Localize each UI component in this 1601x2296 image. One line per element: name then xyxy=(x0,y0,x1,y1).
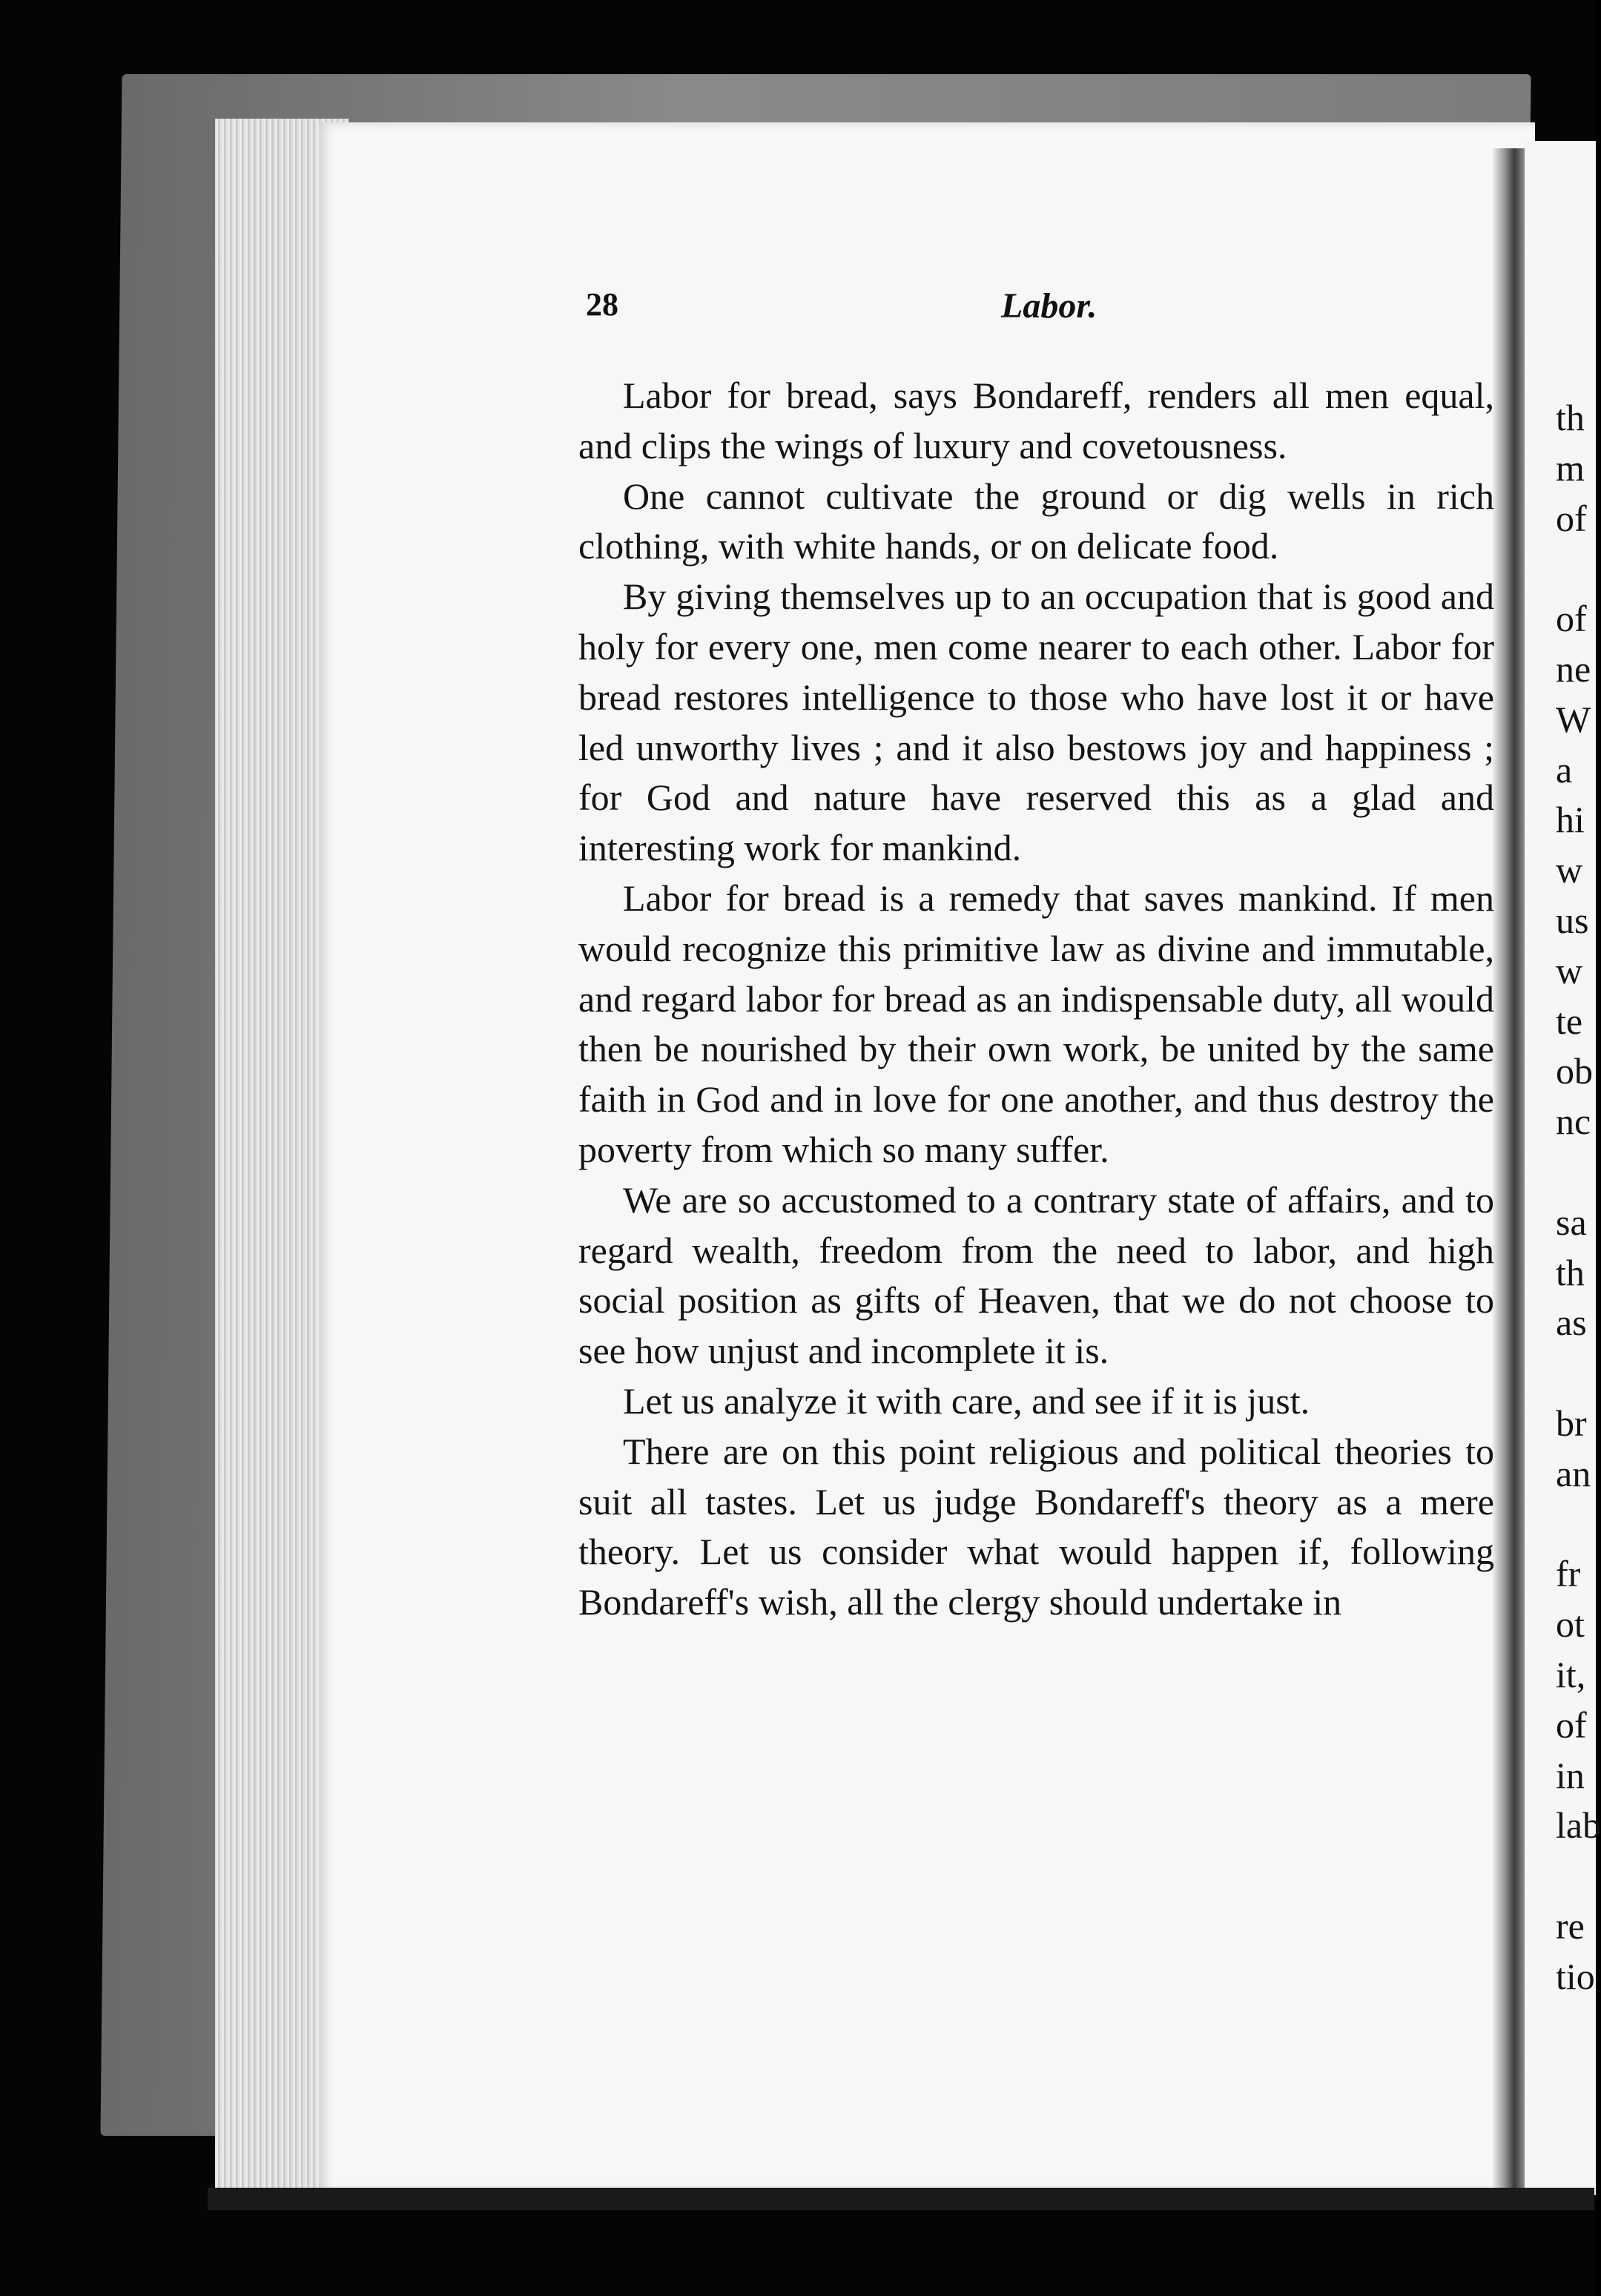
paragraph: By giving themselves up to an occupation that is good and holy for every one, men come nearer to each other. Labor for bread restores intelligence to those who have lost it or have led unworthy lives ; and it also bestows joy and happiness ; for God and nature have reserved this as a glad and interesting work for mankind. xyxy=(578,575,1494,869)
facing-page-fragment: in xyxy=(1556,1754,1585,1796)
facing-page-fragment: lab xyxy=(1556,1804,1601,1847)
facing-page-fragment: ne xyxy=(1556,647,1591,690)
facing-page-fragment: nc xyxy=(1556,1101,1591,1143)
facing-page-fragment: sa xyxy=(1556,1201,1587,1243)
paragraph: Labor for bread, says Bondareff, renders all men equal, and clips the wings of luxury and covetousness. xyxy=(578,375,1494,466)
page-bottom-shadow xyxy=(208,2188,1594,2210)
facing-page-fragment xyxy=(1556,1851,1596,1901)
facing-page-fragment: ot xyxy=(1556,1603,1585,1646)
facing-page-fragment: fr xyxy=(1556,1553,1581,1595)
facing-page-fragment: re xyxy=(1556,1904,1585,1947)
facing-page-fragment: an xyxy=(1556,1452,1591,1494)
facing-page-text xyxy=(1556,393,1601,2054)
facing-page-fragment: m xyxy=(1556,446,1585,489)
running-head xyxy=(586,286,1491,330)
facing-page-fragment: tio xyxy=(1556,1955,1595,1997)
facing-page-fragment: th xyxy=(1556,1251,1585,1293)
facing-page-fragment: as xyxy=(1556,1302,1587,1344)
facing-page-fragment: of xyxy=(1556,1703,1587,1746)
page-number: 28 xyxy=(586,286,618,323)
facing-page-fragment xyxy=(1556,1348,1596,1399)
paragraph: One cannot cultivate the ground or dig wells in rich clothing, with white hands, or on delicate food. xyxy=(578,475,1494,567)
paragraph: We are so accustomed to a contrary state of affairs, and to regard wealth, freedom from the need to labor, and high social position as gifts of Heaven, that we do not choose to see how unjust and incomplete it is. xyxy=(578,1178,1494,1372)
facing-page-fragment: hi xyxy=(1556,799,1585,841)
facing-page-fragment: us xyxy=(1556,899,1589,941)
facing-page-fragment: w xyxy=(1556,949,1583,992)
facing-page-fragment: of xyxy=(1556,497,1587,539)
paragraph: Labor for bread is a remedy that saves mankind. If men would recognize this primitive law as divine and immutable, and regard labor for bread as an indispensable duty, all would then be nourished by their own work, be united by the same faith in God and in love for one another, and thus destroy the poverty from which so many suffer. xyxy=(578,877,1494,1170)
facing-page-fragment: w xyxy=(1556,849,1583,891)
running-title: Labor. xyxy=(1001,286,1097,326)
book-gutter xyxy=(1491,148,1525,2195)
facing-page-fragment: a xyxy=(1556,748,1573,791)
facing-page-fragment: of xyxy=(1556,598,1587,640)
paragraph: There are on this point religious and political theories to suit all tastes. Let us judge Bondareff's theory as a mere theory. Let us consider what would happen if, following Bondareff's wish, all the clergy should undertake in xyxy=(578,1430,1494,1623)
body-text xyxy=(578,371,1494,2054)
facing-page-fragment: br xyxy=(1556,1402,1587,1444)
facing-page-fragment: th xyxy=(1556,397,1585,438)
facing-page-fragment: ob xyxy=(1556,1050,1593,1092)
paragraph: Let us analyze it with care, and see if it is just. xyxy=(623,1379,1310,1422)
facing-page-fragment: te xyxy=(1556,1000,1583,1042)
facing-page-fragment xyxy=(1556,544,1596,594)
facing-page-fragment xyxy=(1556,1147,1596,1198)
facing-page-fragment: W xyxy=(1556,698,1591,740)
facing-page-fragment xyxy=(1556,1500,1596,1550)
facing-page-fragment: it, xyxy=(1556,1653,1586,1695)
